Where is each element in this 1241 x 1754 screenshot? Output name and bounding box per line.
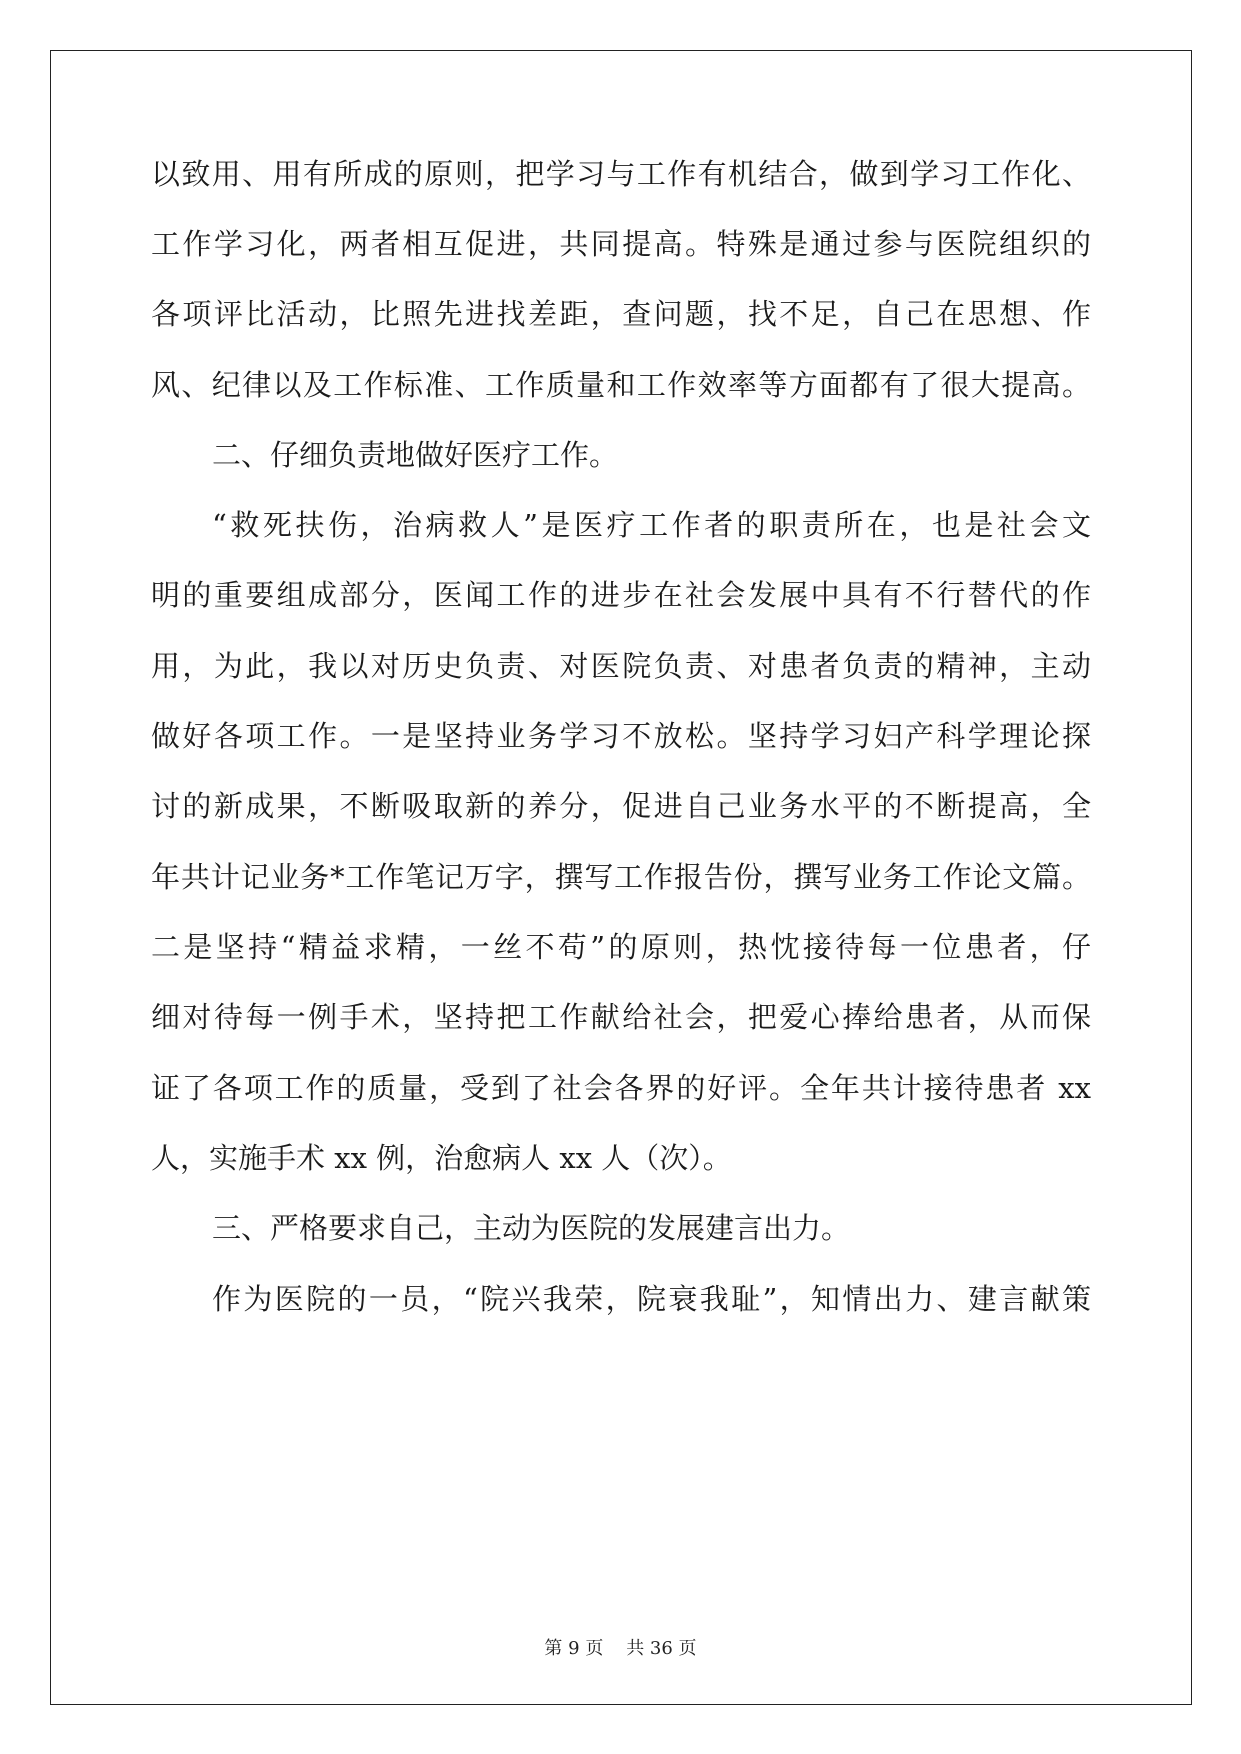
text-line: 各项评比活动，比照先进找差距，查问题，找不足，自己在思想、作 [151, 297, 1091, 331]
text-line: “救死扶伤，治病救人”是医疗工作者的职责所在，也是社会文 [212, 508, 1091, 542]
section-heading: 二、仔细负责地做好医疗工作。 [212, 438, 619, 472]
text-line: 风、纪律以及工作标准、工作质量和工作效率等方面都有了很大提高。 [151, 368, 1091, 402]
text-line: 细对待每一例手术，坚持把工作献给社会，把爱心捧给患者，从而保 [151, 1000, 1091, 1034]
text-line: 以致用、用有所成的原则，把学习与工作有机结合，做到学习工作化、 [151, 157, 1091, 191]
text-line: 用，为此，我以对历史负责、对医院负责、对患者负责的精神，主动 [151, 649, 1091, 683]
text-line: 年共计记业务*工作笔记万字，撰写工作报告份，撰写业务工作论文篇。 [151, 860, 1091, 894]
section-heading: 三、严格要求自己，主动为医院的发展建言出力。 [212, 1211, 851, 1245]
text-line: 讨的新成果，不断吸取新的养分，促进自己业务水平的不断提高，全 [151, 789, 1091, 823]
page-number-footer: 第 9 页 共 36 页 [544, 1638, 697, 1659]
text-line: 证了各项工作的质量，受到了社会各界的好评。全年共计接待患者 xx [151, 1071, 1091, 1105]
text-line: 明的重要组成部分，医闻工作的进步在社会发展中具有不行替代的作 [151, 578, 1091, 612]
text-line: 二是坚持“精益求精，一丝不苟”的原则，热忱接待每一位患者，仔 [151, 930, 1091, 964]
text-line: 作为医院的一员，“院兴我荣，院衰我耻”，知情出力、建言献策 [212, 1282, 1091, 1316]
text-line: 做好各项工作。一是坚持业务学习不放松。坚持学习妇产科学理论探 [151, 719, 1091, 753]
text-line: 工作学习化，两者相互促进，共同提高。特殊是通过参与医院组织的 [151, 227, 1091, 261]
text-line: 人，实施手术 xx 例，治愈病人 xx 人（次）。 [151, 1141, 732, 1175]
